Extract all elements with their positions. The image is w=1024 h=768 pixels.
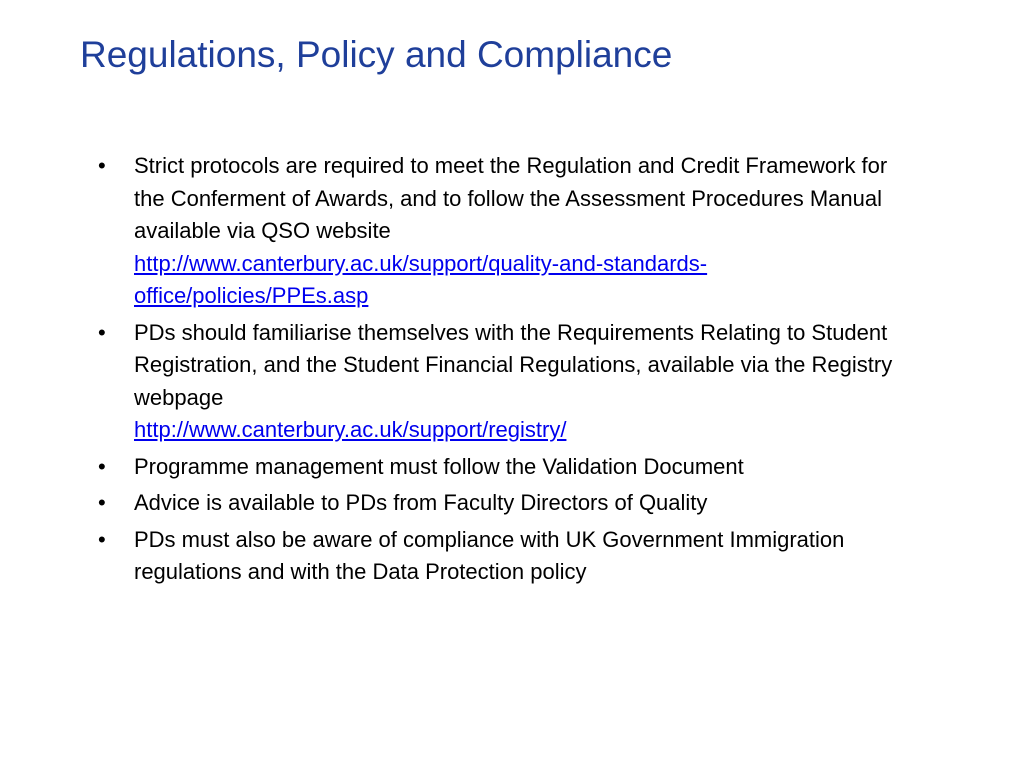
- bullet-item-immigration-compliance: [0, 524, 894, 589]
- bullet-text: Programme management must follow the Validation Document: [134, 453, 744, 479]
- bullet-text: Strict protocols are required to meet the Regulation and Credit Framework for the Conferment of Awards, and to follow the Assessment Procedures Manual available via QSO website: [134, 153, 888, 243]
- bullet-icon: •: [98, 453, 106, 479]
- registry-link[interactable]: http://www.canterbury.ac.uk/support/registry/: [134, 417, 567, 442]
- bullet-item-qso-protocols: [0, 150, 894, 313]
- bullet-icon: •: [98, 319, 106, 345]
- qso-policies-link[interactable]: http://www.canterbury.ac.uk/support/quality-and-standards-office/policies/PPEs.asp: [134, 250, 708, 308]
- bullet-icon: •: [98, 526, 106, 552]
- bullet-item-registry: [0, 317, 894, 447]
- bullet-icon: •: [98, 490, 106, 515]
- bullet-item-faculty-advice: [0, 487, 894, 520]
- bullet-item-validation-document: [0, 451, 894, 484]
- slide-title: Regulations, Policy and Compliance: [80, 34, 673, 75]
- bullet-list: [0, 150, 1024, 593]
- bullet-icon: •: [98, 153, 106, 178]
- bullet-text: Advice is available to PDs from Faculty Directors of Quality: [134, 490, 708, 515]
- bullet-text: PDs must also be aware of compliance with UK Government Immigration regulations and with the Data Protection policy: [134, 526, 845, 584]
- bullet-text: PDs should familiarise themselves with the Requirements Relating to Student Registration, and the Student Financial Regulations, available via the Registry webpage: [134, 319, 893, 410]
